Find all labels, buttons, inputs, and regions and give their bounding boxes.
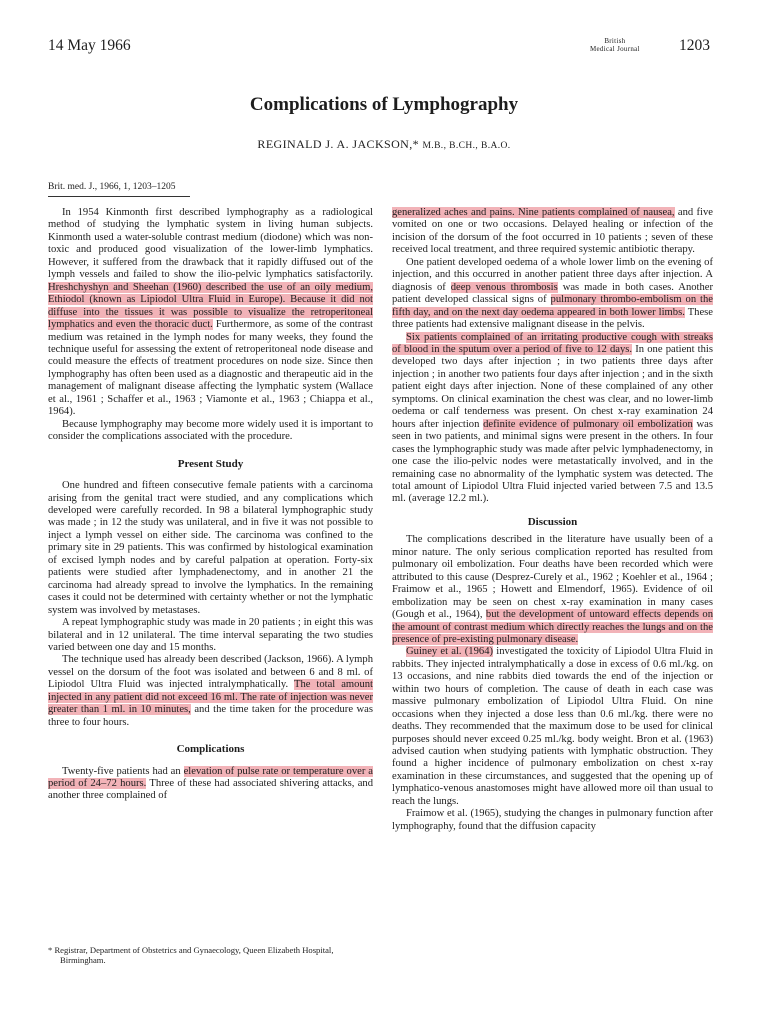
highlighted-text: elevation of pulse rate or temperature over a period of 24–72 hours. [48,765,373,790]
intro-paragraph-2: Because lymphography may become more widely used it is important to consider the complications associated with the procedure. [48,418,373,443]
text-run: was seen in two patients, and minimal signs were present in the others. In four cases the lymphographic study was made after pelvic lymphadenectomy, in one case the ilio-pelvic nodes were metastatically involved, and in the remaining case no abnormality of the lymphatic system was detected. The total amount of Lipiodol Ultra Fluid injected varied between 7.5 and 13.5 ml. (average 12.2 ml.). [392,418,713,505]
discussion-paragraph-2 [392,646,713,808]
text-run: investigated the toxicity of Lipiodol Ultra Fluid in rabbits. They injected intralymphatically a dose in excess of 0.6 ml./kg. on 13 occasions, and nine rabbits died towards the end of the injection or within two hours of completion. The cause of death in each case was massive pulmonary embolization of Lipiodol Ultra Fluid. On nine occasions when they injected a dose less than 0.6 ml./kg. there were no deaths. They recommended that the maximum dose to be used for clinical purposes should never exceed 0.25 ml./kg. body weight. Bron et al. (1963) advised caution when studying patients with lymphatic obstruction. They found a higher incidence of pulmonary embolization on chest x-ray examination in these circumstances, and suggested that the opening up of lymphatico-venous anastomoses might have allowed more oil than usual to reach the lungs. [392,646,713,807]
highlighted-text: deep venous thrombosis [450,281,558,293]
highlighted-text: Guiney et al. (1964) [406,646,494,658]
study-paragraph-3 [48,654,373,729]
article-title: Complications of Lymphography [249,94,519,115]
highlighted-text: Hreshchyshyn and Sheehan (1960) described the use of an oily medium, Ethiodol (known as Lipiodol Ultra Fluid in Europe). Because it did not diffuse into the tissues it was possible to visualize the retroperitoneal lymphatics and even the thoracic duct. [48,281,373,331]
text-run: The complications described in the literature have usually been of a minor nature. The only serious complication reported has resulted from pulmonary oil embolization. Four deaths have been recorded which were attributed to this cause (Desprez-Curely et al., 1962 ; Koehler et al., 1964 ; Fraimow et al., 1965 ; Howett and Elmendorf, 1965). Evidence of oil embolization may be seen on chest x-ray examination in many cases (Gough et al., 1964), [392,534,713,621]
intro-paragraph-1 [48,207,373,419]
text-run: was made in both cases. Another patient developed classical signs of [392,281,714,306]
heading-complications: Complications [176,743,245,756]
text-run: In 1954 Kinmonth first described lymphography as a radiological method of studying the lymphatic system in living human subjects. Kinmonth used a water-soluble contrast medium (diodone) which was non-toxic and produced good visualization of the lower-limb lymphatics. However, it suffered from the drawback that it rapidly diffused out of the lymph vessels and failed to show the ilio-pelvic lymphatics satisfactorily. [48,207,373,281]
author-line [0,137,768,152]
highlighted-text: but the development of untoward effects depends on the amount of contrast medium which directly reaches the lungs and on the presence of pre-existing pulmonary disease. [392,609,713,645]
study-paragraph-1: One hundred and fifteen consecutive female patients with a carcinoma arising from the genital tract were studied, and any complications which developed were carefully recorded. In 98 a bilateral lymphographic study was made ; in 12 the study was unilateral, and in five it was not possible to inject a lymph vessel on either side. The carcinoma was confined to the primary site in 29 patients. This was confirmed by histological examination of excised lymph nodes and by careful palpation at operation. Forty-six patients were studied after lymphadenectomy, and in another 21 the carcinoma had already spread to involve the lymphatics. In the remaining cases it could not be determined with certainty whether or not the lymphatic system was involved by metastases. [48,480,373,616]
text-run: Twenty-five patients had an [62,765,181,777]
author-name: REGINALD J. A. JACKSON,* [257,137,420,151]
discussion-paragraph-1 [392,534,713,646]
left-column [48,207,373,803]
footnote [48,945,373,965]
complications-paragraph-1-cont [392,207,713,257]
author-degrees: M.B., B.CH., B.A.O. [422,141,511,151]
text-run: One patient developed oedema of a whole lower limb on the evening of injection, and this occurred in another patient three days after injection. A diagnosis of [392,256,713,293]
highlighted-text: The total amount injected in any patient did not exceed 16 ml. The rate of injection was never greater than 1 ml. in 10 minutes, [48,679,374,716]
citation-rule [48,196,190,197]
footnote-text: * Registrar, Department of Obstetrics and Gynaecology, Queen Elizabeth Hospital, Birmingham. [48,945,334,965]
journal-name-line2: Medical Journal [590,45,640,53]
right-column [392,207,713,833]
complications-paragraph-1 [48,766,373,803]
highlighted-text: definite evidence of pulmonary oil embolization [483,418,693,430]
highlighted-text: pulmonary thrombo-embolism on the fifth day, and on the next day oedema appeared in both lower limbs. [392,294,713,318]
citation: Brit. med. J., 1966, 1, 1203–1205 [48,182,176,192]
highlighted-text: Six patients complained of an irritating productive cough with streaks of blood in the sputum over a period of five to 12 days. [392,331,713,355]
text-run: These three patients had extensive malignant disease in the pelvis. [392,306,713,331]
issue-date: 14 May 1966 [48,37,131,54]
text-run: and the time taken for the procedure was three to four hours. [48,704,373,728]
heading-discussion: Discussion [527,515,578,528]
text-run: and five vomited on one or two occasions. Delayed healing or infection of the incision of the dorsum of the foot occurred in 10 patients ; seven of these received local treatment, and three required systemic antibiotic therapy. [392,207,714,256]
complications-paragraph-2 [392,257,713,332]
text-run: Three of these had associated shivering attacks, and another three complained of [48,778,373,802]
text-run: The technique used has already been described (Jackson, 1966). A lymph vessel on the dorsum of the foot was isolated and between 6 and 8 ml. of Lipiodol Ultra Fluid was injected intralymphatically. [48,654,373,691]
complications-paragraph-3 [392,332,713,506]
discussion-paragraph-3: Fraimow et al. (1965), studying the changes in pulmonary function after lymphography, found that the diffusion capacity [392,808,713,832]
highlighted-text: generalized aches and pains. Nine patients complained of nausea, [392,207,675,218]
text-run: Furthermore, as some of the contrast medium was retained in the lymph nodes for many weeks, they found the technique useful for assessing the extent of retroperitoneal node disease and could measure the effects of treatment procedures on node size. Since then lymphography has often been used as a diagnostic and therapeutic aid in the management of malignant disease affecting the lymphatic system (Wallace et al., 1961 ; Schaffer et al., 1963 ; Viamonte et al., 1963 ; Chiappa et al., 1964). [48,319,373,418]
text-run: In one patient this developed two days after injection ; in two patients three days after injection ; in another two patients four days after injection ; and in the sixth patient eight days after injection. None of these complained of any other symptoms. On clinical examination the chest was clear, and no lower-limb oedema or calf tenderness was present. On chest x-ray examination 24 hours after injection [392,343,713,430]
page-number: 1203 [679,37,710,54]
heading-present-study: Present Study [177,457,244,470]
study-paragraph-2: A repeat lymphographic study was made in 20 patients ; in eight this was bilateral and in 12 unilateral. The time interval separating the two studies varied between one day and 15 months. [48,617,373,653]
journal-name [590,37,640,53]
journal-name-line1: British [604,37,626,45]
